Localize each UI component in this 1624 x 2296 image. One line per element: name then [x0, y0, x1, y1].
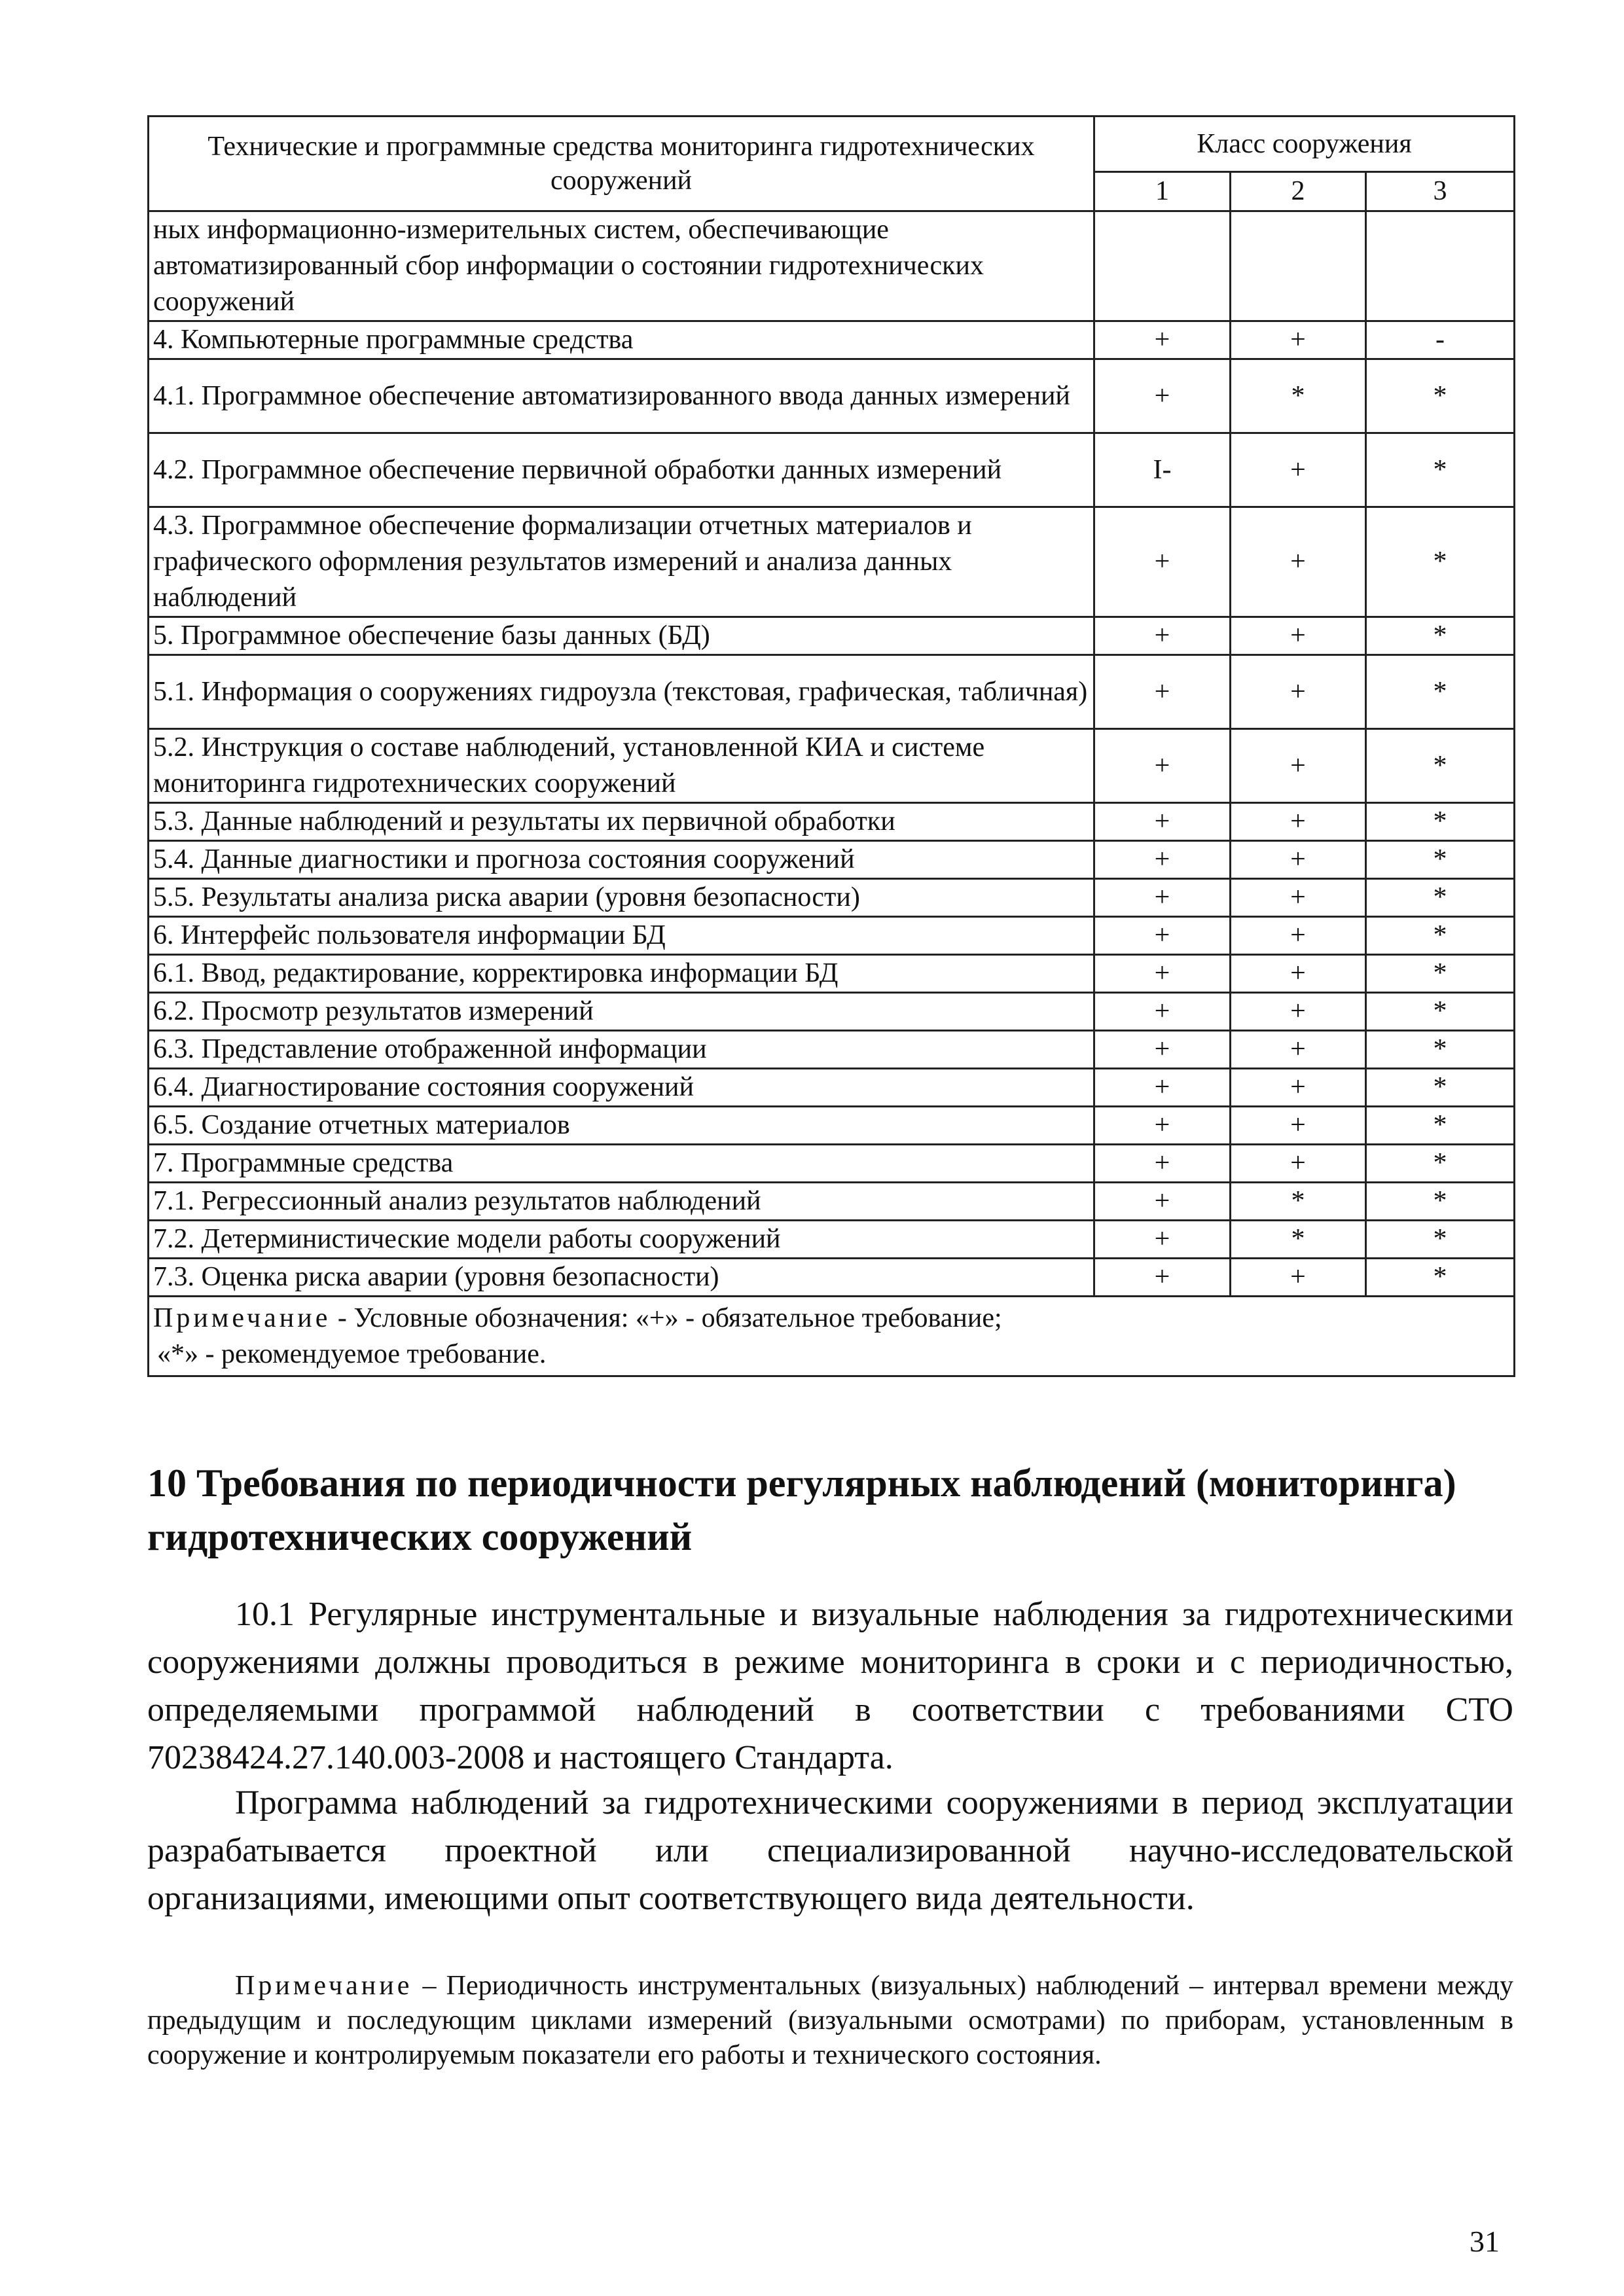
class3-mark: * — [1366, 917, 1515, 955]
class3-mark: * — [1366, 879, 1515, 917]
table-row — [149, 879, 1515, 917]
table-note-line2: «*» - рекомендуемое требование. — [157, 1338, 547, 1369]
class2-mark: + — [1231, 917, 1366, 955]
class3-mark: * — [1366, 655, 1515, 729]
class3-mark — [1366, 211, 1515, 321]
row-text: 7. Программные средства — [149, 1145, 1094, 1183]
section-note-text: – Периодичность инструментальных (визуальных) наблюдений – интервал времени между предыдущим и последующим циклами измерений (визуальными осмотрами) по приборам, установленным в сооружение и контролируемым показатели его работы и технического состояния. — [147, 1971, 1513, 2070]
class2-mark: + — [1231, 1031, 1366, 1069]
class2-mark: + — [1231, 955, 1366, 993]
class3-mark: * — [1366, 617, 1515, 655]
table-row — [149, 803, 1515, 841]
class2-mark: + — [1231, 841, 1366, 879]
class1-mark: + — [1094, 955, 1231, 993]
row-text: 6.5. Создание отчетных материалов — [149, 1107, 1094, 1145]
class2-mark: + — [1231, 507, 1366, 617]
header-means: Технические и программные средства мониторинга гидротехнических сооружений — [149, 117, 1094, 211]
table-note-row — [149, 1297, 1515, 1376]
row-text: 6.2. Просмотр результатов измерений — [149, 993, 1094, 1031]
class1-mark: + — [1094, 841, 1231, 879]
class3-mark: - — [1366, 321, 1515, 359]
class2-mark: + — [1231, 1069, 1366, 1107]
row-text: 4. Компьютерные программные средства — [149, 321, 1094, 359]
class2-mark: + — [1231, 1107, 1366, 1145]
class1-mark: + — [1094, 1259, 1231, 1297]
row-text: 6.4. Диагностирование состояния сооружений — [149, 1069, 1094, 1107]
table-row — [149, 211, 1515, 321]
row-text: 6.3. Представление отображенной информации — [149, 1031, 1094, 1069]
class3-mark: * — [1366, 993, 1515, 1031]
class1-mark: + — [1094, 1069, 1231, 1107]
class1-mark: + — [1094, 655, 1231, 729]
row-text: ных информационно-измерительных систем, обеспечивающие автоматизированный сбор информации о состоянии гидротехнических сооружений — [149, 211, 1094, 321]
class2-mark: + — [1231, 1145, 1366, 1183]
row-text: 6.1. Ввод, редактирование, корректировка информации БД — [149, 955, 1094, 993]
row-text: 5. Программное обеспечение базы данных (БД) — [149, 617, 1094, 655]
class2-mark: + — [1231, 321, 1366, 359]
class3-mark: * — [1366, 1145, 1515, 1183]
class1-mark: + — [1094, 1031, 1231, 1069]
class3-mark: * — [1366, 1107, 1515, 1145]
class2-mark: + — [1231, 433, 1366, 507]
header-class-group: Класс сооружения — [1094, 117, 1515, 172]
row-text: 7.2. Детерминистические модели работы сооружений — [149, 1221, 1094, 1259]
class3-mark: * — [1366, 359, 1515, 433]
row-text: 5.1. Информация о сооружениях гидроузла (текстовая, графическая, табличная) — [149, 655, 1094, 729]
table-row — [149, 917, 1515, 955]
table-row — [149, 955, 1515, 993]
table-row — [149, 1069, 1515, 1107]
table-row — [149, 433, 1515, 507]
class1-mark: + — [1094, 803, 1231, 841]
row-text: 5.5. Результаты анализа риска аварии (уровня безопасности) — [149, 879, 1094, 917]
class1-mark: + — [1094, 1145, 1231, 1183]
header-class-1: 1 — [1094, 172, 1231, 211]
row-text: 5.2. Инструкция о составе наблюдений, установленной КИА и системе мониторинга гидротехнических сооружений — [149, 729, 1094, 803]
class3-mark: * — [1366, 1031, 1515, 1069]
table-row — [149, 729, 1515, 803]
class3-mark: * — [1366, 955, 1515, 993]
table-row — [149, 1259, 1515, 1297]
table-row — [149, 359, 1515, 433]
requirements-table — [147, 115, 1515, 1377]
class2-mark: * — [1231, 1221, 1366, 1259]
table-row — [149, 1031, 1515, 1069]
class2-mark: + — [1231, 617, 1366, 655]
table-row — [149, 1145, 1515, 1183]
class2-mark: + — [1231, 1259, 1366, 1297]
class2-mark: + — [1231, 993, 1366, 1031]
table-row — [149, 1183, 1515, 1221]
row-text: 4.3. Программное обеспечение формализации отчетных материалов и графического оформления результатов измерений и анализа данных наблюдений — [149, 507, 1094, 617]
class3-mark: * — [1366, 803, 1515, 841]
table-row — [149, 993, 1515, 1031]
class1-mark: + — [1094, 321, 1231, 359]
row-text: 7.1. Регрессионный анализ результатов наблюдений — [149, 1183, 1094, 1221]
table-row — [149, 321, 1515, 359]
row-text: 4.2. Программное обеспечение первичной обработки данных измерений — [149, 433, 1094, 507]
class2-mark: * — [1231, 1183, 1366, 1221]
section-heading: 10 Требования по периодичности регулярных наблюдений (мониторинга) гидротехнических сооружений — [147, 1462, 1456, 1558]
header-class-2: 2 — [1231, 172, 1366, 211]
class1-mark: + — [1094, 879, 1231, 917]
class2-mark — [1231, 211, 1366, 321]
class3-mark: * — [1366, 1259, 1515, 1297]
class1-mark: I- — [1094, 433, 1231, 507]
class1-mark: + — [1094, 917, 1231, 955]
row-text: 4.1. Программное обеспечение автоматизированного ввода данных измерений — [149, 359, 1094, 433]
table-row — [149, 617, 1515, 655]
table-row — [149, 1107, 1515, 1145]
table-row — [149, 507, 1515, 617]
row-text: 6. Интерфейс пользователя информации БД — [149, 917, 1094, 955]
class3-mark: * — [1366, 729, 1515, 803]
table-note-label: Примечание — [153, 1302, 331, 1333]
class3-mark: * — [1366, 1221, 1515, 1259]
table-note-line1: - Условные обозначения: «+» - обязательное требование; — [331, 1302, 1002, 1333]
class1-mark: + — [1094, 359, 1231, 433]
class1-mark — [1094, 211, 1231, 321]
class1-mark: + — [1094, 729, 1231, 803]
class3-mark: * — [1366, 841, 1515, 879]
page-number: 31 — [1470, 2225, 1500, 2258]
class2-mark: + — [1231, 803, 1366, 841]
header-class-3: 3 — [1366, 172, 1515, 211]
class1-mark: + — [1094, 617, 1231, 655]
row-text: 5.4. Данные диагностики и прогноза состояния сооружений — [149, 841, 1094, 879]
class2-mark: * — [1231, 359, 1366, 433]
class3-mark: * — [1366, 507, 1515, 617]
class2-mark: + — [1231, 729, 1366, 803]
paragraph-10-1: 10.1 Регулярные инструментальные и визуальные наблюдения за гидротехническими сооружениями должны проводиться в режиме мониторинга в сроки и с периодичностью, определяемыми программой наблюдений в соответствии с требованиями СТО 70238424.27.140.003-2008 и настоящего Стандарта. — [147, 1596, 1513, 1776]
class1-mark: + — [1094, 1221, 1231, 1259]
class3-mark: * — [1366, 433, 1515, 507]
row-text: 5.3. Данные наблюдений и результаты их первичной обработки — [149, 803, 1094, 841]
table-note — [149, 1297, 1515, 1376]
row-text: 7.3. Оценка риска аварии (уровня безопасности) — [149, 1259, 1094, 1297]
section-note-label: Примечание — [235, 1971, 413, 2001]
class2-mark: + — [1231, 879, 1366, 917]
paragraph-program: Программа наблюдений за гидротехническими сооружениями в период эксплуатации разрабатывается проектной или специализированной научно-исследовательской организациями, имеющими опыт соответствующего вида деятельности. — [147, 1784, 1513, 1917]
class3-mark: * — [1366, 1183, 1515, 1221]
section-note — [147, 1969, 1513, 2073]
class2-mark: + — [1231, 655, 1366, 729]
class1-mark: + — [1094, 507, 1231, 617]
table-row — [149, 1221, 1515, 1259]
table-row — [149, 841, 1515, 879]
class1-mark: + — [1094, 993, 1231, 1031]
class3-mark: * — [1366, 1069, 1515, 1107]
class1-mark: + — [1094, 1107, 1231, 1145]
table-row — [149, 655, 1515, 729]
class1-mark: + — [1094, 1183, 1231, 1221]
